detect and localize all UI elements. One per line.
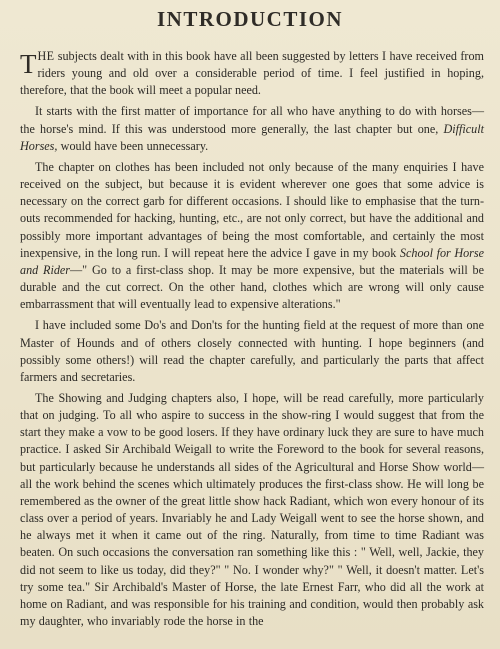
paragraph-1-text: subjects dealt with in this book have all been suggested by letters I have received from riders young and old over a considerable period of time. I feel justified in hoping, therefore, that the book will meet a popular need. — [20, 49, 484, 98]
paragraph-3-text-before: The chapter on clothes has been included not only because of the many enquiries I have received on the subject, but because it is evident wherever one goes that some advice is necessary on the correct garb for different occasions. I should like to emphasise that the turn-outs recommended for hacking, hunting, etc., are not only correct, but have the additional and possibly more important advantages of being the most comfortable, and certainly the most inexpensive, in the long run. I will repeat here the advice I gave in my book — [20, 159, 484, 260]
drop-cap: T — [20, 49, 37, 79]
paragraph-2-text-after: would have been unnecessary. — [57, 138, 209, 153]
page-heading: INTRODUCTION — [156, 7, 344, 31]
paragraph-3-text-after: —" Go to a first-class shop. It may be more expensive, but the materials will be durable and the cut correct. On the other hand, clothes which are wrong will only cause embarrassment that will eventually lead to expensive alterations." — [20, 262, 485, 312]
paragraph-4-text: I have included some Do's and Don'ts for the hunting field at the request of more than one Master of Hounds and of others closely connected with hunting. I hope beginners (and possibly some others!) will read the chapter carefully, and particularly the parts that affect farmers and secretaries. — [20, 318, 484, 384]
paragraph-2-text-before: It starts with the first matter of importance for all who have anything to do with horses—the horse's mind. If this was understood more generally, the last chapter but one, — [20, 104, 484, 136]
lead-in-caps: HE — [37, 49, 55, 63]
chapter-title-difficult-horses: Difficult Horses, — [20, 121, 484, 153]
paragraph-5 — [20, 390, 484, 630]
paragraph-2 — [20, 103, 484, 154]
book-title-school-for-horse-and-rider: School for Horse and Rider — [20, 245, 485, 277]
paragraph-3 — [20, 159, 484, 313]
paragraph-4 — [20, 317, 484, 386]
body-text — [20, 48, 484, 634]
paragraph-1 — [20, 48, 484, 99]
paragraph-5-text: The Showing and Judging chapters also, I hope, will be read carefully, more particularly that on judging. To all who aspire to success in the show-ring I would suggest that from the start they make a vow to be good losers. If they have ordinary luck they are sure to have much practice. I asked Sir Archibald Weigall to write the Foreword to the book for several reasons, but particularly because he understands all sides of the Agricultural and Horse Show world—all the work behind the scenes which ultimately produces the first-class show. He will long be remembered as the owner of the great little show hack Radiant, which won every honour of its class over a period of years. Invariably he and Lady Weigall went to see the horse shown, and he always met it when it came out of the ring. Naturally, from time to time Radiant was beaten. On such occasions the conversation ran something like this : " Well, well, Jackie, they did not seem to like us today, did they?" " No. I wonder why?" " Well, it doesn't matter. Let's try some tea." Sir Archibald's Master of Horse, the late Ernest Farr, who did all the work at home on Radiant, and was responsible for his training and condition, would then probably ask my daughter, who invariably rode the horse in the — [20, 390, 484, 628]
